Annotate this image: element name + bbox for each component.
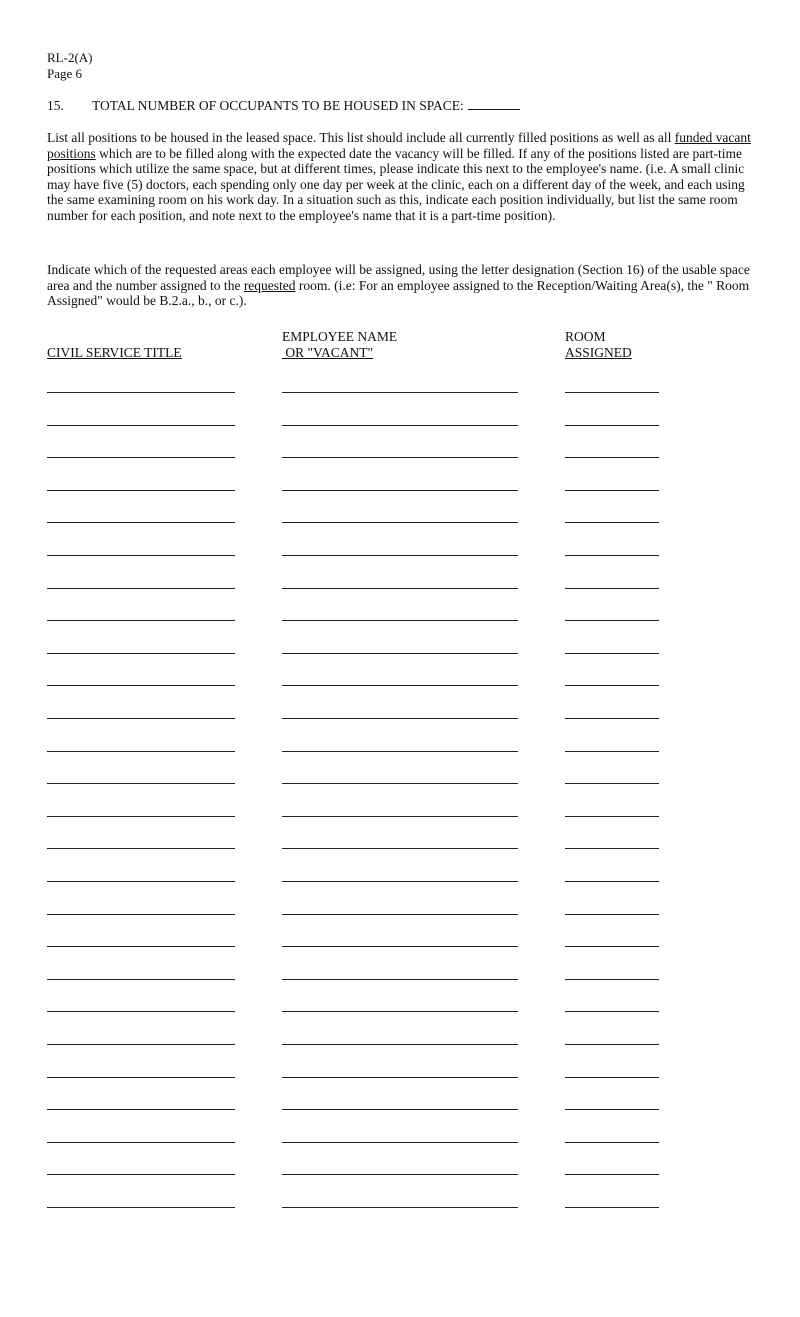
room-assigned-field[interactable] bbox=[565, 392, 659, 393]
table-row bbox=[0, 946, 800, 948]
civil-service-title-field[interactable] bbox=[47, 588, 235, 589]
col-header-employee-name: EMPLOYEE NAME bbox=[282, 329, 398, 344]
col-header-room: ROOM bbox=[565, 329, 606, 344]
employee-name-field[interactable] bbox=[282, 653, 518, 654]
table-row bbox=[0, 718, 800, 720]
employee-name-field[interactable] bbox=[282, 881, 518, 882]
table-row bbox=[0, 1174, 800, 1176]
room-assigned-field[interactable] bbox=[565, 914, 659, 915]
civil-service-title-field[interactable] bbox=[47, 1174, 235, 1175]
p2-text-a: Indicate which of the requested areas each employee will be assigned, using the letter designation (Section 16) of the usable space area and the number assigned to the bbox=[47, 262, 750, 293]
civil-service-title-field[interactable] bbox=[47, 1142, 235, 1143]
table-row bbox=[0, 783, 800, 785]
employee-name-field[interactable] bbox=[282, 914, 518, 915]
room-assigned-field[interactable] bbox=[565, 1142, 659, 1143]
employee-name-field[interactable] bbox=[282, 555, 518, 556]
civil-service-title-field[interactable] bbox=[47, 425, 235, 426]
p2-text-b: room. (i.e: For an employee assigned to the Reception/Waiting Area(s), the " Room Assigned" would be B.2.a., b., or c.). bbox=[47, 277, 750, 309]
room-assigned-field[interactable] bbox=[565, 1077, 659, 1078]
room-assigned-field[interactable] bbox=[565, 1044, 659, 1045]
table-row bbox=[0, 881, 800, 883]
table-row bbox=[0, 555, 800, 557]
table-row bbox=[0, 653, 800, 655]
employee-name-field[interactable] bbox=[282, 522, 518, 523]
civil-service-title-field[interactable] bbox=[47, 620, 235, 621]
table-row bbox=[0, 1207, 800, 1209]
room-assigned-field[interactable] bbox=[565, 425, 659, 426]
employee-name-field[interactable] bbox=[282, 946, 518, 947]
room-assigned-field[interactable] bbox=[565, 1011, 659, 1012]
employee-name-field[interactable] bbox=[282, 1077, 518, 1078]
room-assigned-field[interactable] bbox=[565, 1174, 659, 1175]
table-row bbox=[0, 1077, 800, 1079]
table-row bbox=[0, 1044, 800, 1046]
civil-service-title-field[interactable] bbox=[47, 881, 235, 882]
civil-service-title-field[interactable] bbox=[47, 946, 235, 947]
room-assigned-field[interactable] bbox=[565, 1207, 659, 1208]
room-assigned-field[interactable] bbox=[565, 783, 659, 784]
employee-name-field[interactable] bbox=[282, 457, 518, 458]
table-row bbox=[0, 816, 800, 818]
room-assigned-field[interactable] bbox=[565, 979, 659, 980]
room-assigned-field[interactable] bbox=[565, 588, 659, 589]
room-assigned-field[interactable] bbox=[565, 653, 659, 654]
p1-text-a: List all positions to be housed in the leased space. This list should include all currently filled positions as well as all bbox=[47, 130, 675, 145]
table-row bbox=[0, 1011, 800, 1013]
civil-service-title-field[interactable] bbox=[47, 1011, 235, 1012]
employee-name-field[interactable] bbox=[282, 783, 518, 784]
civil-service-title-field[interactable] bbox=[47, 653, 235, 654]
civil-service-title-field[interactable] bbox=[47, 392, 235, 393]
civil-service-title-field[interactable] bbox=[47, 1109, 235, 1110]
table-row bbox=[0, 425, 800, 427]
table-row bbox=[0, 979, 800, 981]
col-header-civil-service-title: CIVIL SERVICE TITLE bbox=[47, 345, 182, 360]
room-assigned-field[interactable] bbox=[565, 718, 659, 719]
table-row bbox=[0, 392, 800, 394]
employee-name-field[interactable] bbox=[282, 1109, 518, 1110]
room-assigned-field[interactable] bbox=[565, 881, 659, 882]
employee-name-field[interactable] bbox=[282, 392, 518, 393]
civil-service-title-field[interactable] bbox=[47, 848, 235, 849]
table-row bbox=[0, 620, 800, 622]
civil-service-title-field[interactable] bbox=[47, 685, 235, 686]
employee-name-field[interactable] bbox=[282, 490, 518, 491]
civil-service-title-field[interactable] bbox=[47, 816, 235, 817]
room-assigned-field[interactable] bbox=[565, 457, 659, 458]
room-assigned-field[interactable] bbox=[565, 522, 659, 523]
table-row bbox=[0, 751, 800, 753]
room-assigned-field[interactable] bbox=[565, 620, 659, 621]
form-id: RL-2(A) bbox=[47, 50, 93, 65]
civil-service-title-field[interactable] bbox=[47, 751, 235, 752]
civil-service-title-field[interactable] bbox=[47, 555, 235, 556]
employee-name-field[interactable] bbox=[282, 1207, 518, 1208]
employee-name-field[interactable] bbox=[282, 425, 518, 426]
table-row bbox=[0, 588, 800, 590]
room-assigned-field[interactable] bbox=[565, 685, 659, 686]
table-row bbox=[0, 1142, 800, 1144]
room-assigned-field[interactable] bbox=[565, 751, 659, 752]
room-assigned-field[interactable] bbox=[565, 555, 659, 556]
employee-name-field[interactable] bbox=[282, 588, 518, 589]
table-row bbox=[0, 914, 800, 916]
room-assigned-field[interactable] bbox=[565, 816, 659, 817]
p1-text-b: which are to be filled along with the expected date the vacancy will be filled. If any of the positions listed are part-time positions which utilize the same space, but at different times, please indicate this next to the employee's name. (i.e. A small clinic may have five (5) doctors, each spending only one day per week at the clinic, each on a different day of the week, and each using the same examining room on his work day. In a situation such as this, indicate each position individually, but list the same room number for each position, and note next to the employee's name that it is a part-time position). bbox=[47, 145, 745, 223]
employee-name-field[interactable] bbox=[282, 1044, 518, 1045]
civil-service-title-field[interactable] bbox=[47, 1044, 235, 1045]
civil-service-title-field[interactable] bbox=[47, 1077, 235, 1078]
employee-name-field[interactable] bbox=[282, 1142, 518, 1143]
employee-name-field[interactable] bbox=[282, 979, 518, 980]
table-row bbox=[0, 685, 800, 687]
table-row bbox=[0, 457, 800, 459]
civil-service-title-field[interactable] bbox=[47, 522, 235, 523]
table-row bbox=[0, 848, 800, 850]
room-assigned-field[interactable] bbox=[565, 946, 659, 947]
section-number: 15. bbox=[47, 98, 64, 113]
civil-service-title-field[interactable] bbox=[47, 979, 235, 980]
table-row bbox=[0, 522, 800, 524]
civil-service-title-field[interactable] bbox=[47, 1207, 235, 1208]
page-number: Page 6 bbox=[47, 66, 83, 81]
employee-name-field[interactable] bbox=[282, 685, 518, 686]
civil-service-title-field[interactable] bbox=[47, 783, 235, 784]
p2-underlined: requested bbox=[243, 277, 296, 293]
room-assigned-field[interactable] bbox=[565, 490, 659, 491]
p1-underlined: funded vacant positions bbox=[47, 130, 751, 161]
section-title: TOTAL NUMBER OF OCCUPANTS TO BE HOUSED IN SPACE: bbox=[92, 98, 464, 113]
employee-name-field[interactable] bbox=[282, 1174, 518, 1175]
employee-name-field[interactable] bbox=[282, 751, 518, 752]
employee-name-field[interactable] bbox=[282, 1011, 518, 1012]
civil-service-title-field[interactable] bbox=[47, 457, 235, 458]
room-assigned-field[interactable] bbox=[565, 848, 659, 849]
col-header-assigned: ASSIGNED bbox=[565, 345, 632, 360]
employee-name-field[interactable] bbox=[282, 816, 518, 817]
civil-service-title-field[interactable] bbox=[47, 914, 235, 915]
civil-service-title-field[interactable] bbox=[47, 490, 235, 491]
employee-name-field[interactable] bbox=[282, 848, 518, 849]
table-row bbox=[0, 1109, 800, 1111]
col-header-or-vacant: OR "VACANT" bbox=[282, 345, 374, 360]
employee-name-field[interactable] bbox=[282, 718, 518, 719]
civil-service-title-field[interactable] bbox=[47, 718, 235, 719]
room-assigned-field[interactable] bbox=[565, 1109, 659, 1110]
employee-name-field[interactable] bbox=[282, 620, 518, 621]
table-row bbox=[0, 490, 800, 492]
